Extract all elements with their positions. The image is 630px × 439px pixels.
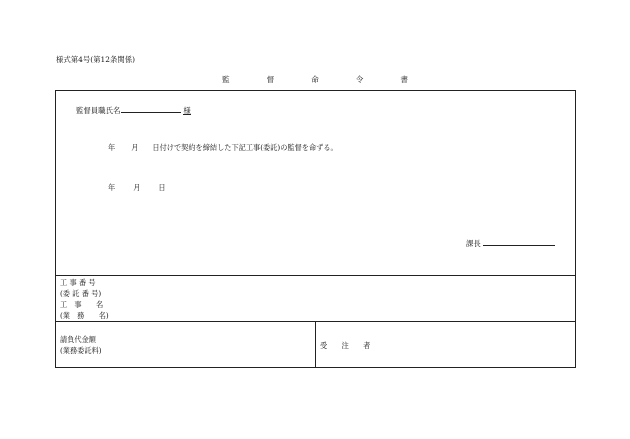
supervisor-suffix: 様 [183,106,191,115]
order-month-label: 月 [131,143,139,152]
contract-section [55,321,576,368]
supervisor-line [76,105,191,115]
title-char: 令 [355,75,364,84]
issue-date [108,184,166,191]
project-name-label: 工 事 名 [60,300,104,309]
contract-amount-label: 請負代金額 [60,335,96,344]
title-char: 命 [311,75,319,84]
order-year-label: 年 [108,143,116,152]
task-name-label: (業 務 名) [60,311,109,320]
consignment-fee-label: (業務委託料) [60,346,102,355]
order-text: 日付けで契約を締結した下記工事(委託)の監督を命ずる。 [152,143,338,152]
project-info-section [55,275,576,322]
order-section [55,90,576,276]
date-day-label: 日 [158,183,166,192]
title-char: 監 [222,75,230,84]
supervisor-name-field[interactable] [121,105,181,113]
date-month-label: 月 [133,183,141,192]
contractor-label: 受 注 者 [320,341,371,350]
commission-number-label: (委 託 番 号) [60,289,102,298]
section-chief-line [466,238,555,247]
supervisor-label: 監督員職氏名 [76,106,121,115]
section-chief-signature-field[interactable] [483,238,555,246]
title-char: 書 [400,75,408,84]
date-year-label: 年 [108,183,116,192]
form-reference: 様式第4号(第12条関係) [56,55,135,64]
title-char: 督 [266,75,275,84]
order-statement [108,144,338,151]
document-title [222,76,408,84]
column-divider [315,322,316,367]
project-number-label: 工 事 番 号 [60,278,96,287]
section-chief-label: 課長 [466,239,481,248]
